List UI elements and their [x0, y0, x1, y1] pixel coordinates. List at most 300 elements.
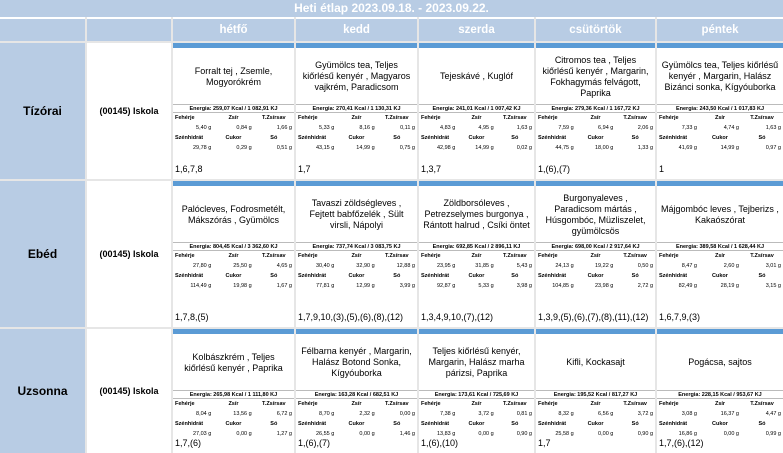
nutrition-table — [296, 104, 417, 153]
meal-label: Uzsonna — [0, 329, 85, 453]
nutrient-label: Szénhidrát — [659, 135, 688, 141]
nutrient-value: 0,00 g — [399, 411, 415, 417]
menu-cell — [173, 43, 294, 179]
nutrient-value: 2,32 g — [359, 411, 375, 417]
nutrient-label: Zsír — [351, 401, 362, 407]
energy-value: Energia: 243,50 Kcal / 1 017,83 KJ — [657, 104, 783, 113]
nutrient-value: 2,72 g — [637, 283, 654, 289]
nutrient-label: Fehérje — [421, 253, 441, 259]
allergen-codes: 1,7,8,(5) — [175, 312, 209, 322]
nutrition-labels — [657, 251, 783, 261]
nutrient-value: 7,38 g — [440, 411, 456, 417]
nutrient-label: Fehérje — [175, 253, 195, 259]
nutrient-value: 13,56 g — [233, 411, 252, 417]
nutrition-values — [536, 261, 655, 271]
menu-cell — [657, 43, 783, 179]
energy-value: Energia: 737,74 Kcal / 3 083,75 KJ — [296, 242, 417, 251]
nutrition-table — [536, 390, 655, 439]
cell-accent-bar — [657, 43, 783, 48]
nutrition-labels — [536, 133, 655, 143]
nutrient-label: Só — [631, 135, 639, 141]
nutrient-label: Zsír — [228, 401, 239, 407]
meal-label: Tízórai — [0, 43, 85, 179]
nutrient-value: 14,99 g — [475, 145, 494, 151]
nutrient-label: Só — [758, 135, 766, 141]
nutrition-labels — [536, 113, 655, 123]
nutrient-label: Fehérje — [659, 115, 679, 121]
nutrient-value: 1,63 g — [516, 125, 532, 131]
nutrient-value: 19,98 g — [233, 283, 252, 289]
nutrient-label: Cukor — [225, 273, 242, 279]
nutrient-value: 14,99 g — [356, 145, 375, 151]
nutrition-labels — [296, 133, 417, 143]
nutrition-values — [296, 143, 417, 153]
nutrition-values — [173, 261, 294, 271]
nutrient-label: Zsír — [590, 115, 601, 121]
nutrient-label: Cukor — [468, 273, 485, 279]
nutrition-labels — [536, 271, 655, 281]
energy-value: Energia: 228,15 Kcal / 953,67 KJ — [657, 390, 783, 399]
nutrient-label: Zsír — [471, 115, 482, 121]
allergen-codes: 1,(6),(7) — [298, 438, 331, 448]
nutrient-label: T.Zsírsav — [385, 253, 409, 259]
nutrient-label: Só — [758, 273, 766, 279]
nutrient-label: Zsír — [590, 253, 601, 259]
nutrient-label: Só — [393, 273, 401, 279]
nutrient-value: 8,16 g — [359, 125, 375, 131]
nutrition-labels — [419, 271, 534, 281]
nutrient-value: 28,19 g — [720, 283, 739, 289]
nutrition-values — [657, 123, 783, 133]
nutrition-table — [173, 390, 294, 439]
energy-value: Energia: 265,98 Kcal / 1 111,80 KJ — [173, 390, 294, 399]
nutrient-label: T.Zsírsav — [623, 115, 647, 121]
nutrient-label: T.Zsírsav — [262, 401, 286, 407]
dish-text: Gyümölcs tea, Teljes kiőrlésű kenyér , Margarin, Halász Bizánci sonka, Kígyóuborka — [661, 60, 779, 92]
energy-value: Energia: 389,58 Kcal / 1 628,44 KJ — [657, 242, 783, 251]
energy-value: Energia: 698,00 Kcal / 2 917,64 KJ — [536, 242, 655, 251]
nutrient-value: 26,55 g — [315, 431, 335, 437]
nutrient-label: Szénhidrát — [659, 273, 688, 279]
nutrient-value: 41,69 g — [678, 145, 697, 151]
nutrition-labels — [173, 271, 294, 281]
allergen-codes: 1,7 — [298, 164, 311, 174]
nutrient-value: 27,80 g — [192, 263, 212, 269]
nutrition-labels — [536, 251, 655, 261]
nutrition-values — [419, 123, 534, 133]
nutrition-values — [296, 261, 417, 271]
nutrition-labels — [173, 133, 294, 143]
dish-text: Tejeskávé , Kuglóf — [439, 71, 514, 81]
nutrient-value: 3,15 g — [765, 283, 781, 289]
nutrient-label: Fehérje — [175, 401, 195, 407]
allergen-codes: 1,(6),(10) — [421, 438, 459, 448]
page-title: Heti étlap 2023.09.18. - 2023.09.22. — [0, 0, 783, 17]
nutrient-label: Szénhidrát — [175, 273, 204, 279]
nutrient-value: 18,00 g — [594, 145, 614, 151]
nutrient-label: Zsír — [714, 253, 726, 259]
nutrition-labels — [296, 399, 417, 409]
nutrient-label: Szénhidrát — [175, 135, 204, 141]
nutrient-label: Fehérje — [538, 253, 558, 259]
nutrition-table — [419, 390, 534, 439]
nutrient-value: 0,02 g — [516, 145, 532, 151]
nutrition-values — [419, 143, 534, 153]
nutrient-value: 1,66 g — [276, 125, 292, 131]
nutrient-value: 3,99 g — [399, 283, 415, 289]
nutrient-label: Zsír — [351, 253, 362, 259]
nutrient-value: 16,37 g — [720, 411, 739, 417]
nutrition-values — [173, 123, 294, 133]
nutrient-value: 3,98 g — [516, 283, 532, 289]
nutrient-label: Só — [511, 135, 519, 141]
nutrient-label: Szénhidrát — [538, 421, 567, 427]
nutrient-label: Fehérje — [659, 253, 679, 259]
nutrition-table — [296, 390, 417, 439]
nutrient-label: Cukor — [348, 421, 365, 427]
nutrient-value: 5,43 g — [516, 263, 532, 269]
cell-accent-bar — [173, 43, 294, 48]
nutrient-value: 0,81 g — [516, 411, 532, 417]
menu-cell — [536, 43, 655, 179]
nutrition-values — [296, 123, 417, 133]
nutrient-label: Cukor — [712, 135, 728, 141]
nutrient-label: T.Zsírsav — [750, 253, 774, 259]
nutrient-label: Zsír — [228, 253, 239, 259]
menu-cell — [536, 329, 655, 453]
school-label: (00145) Iskola — [87, 43, 171, 179]
cell-accent-bar — [419, 181, 534, 186]
nutrient-value: 1,46 g — [399, 431, 415, 437]
energy-value: Energia: 270,41 Kcal / 1 130,31 KJ — [296, 104, 417, 113]
meal-label: Ebéd — [0, 181, 85, 327]
nutrient-label: Cukor — [587, 135, 604, 141]
nutrition-labels — [419, 399, 534, 409]
nutrition-values — [419, 409, 534, 419]
nutrition-labels — [419, 419, 534, 429]
dish-text: Félbarna kenyér , Margarin, Halász Botond Sonka, Kígyóuborka — [301, 346, 412, 378]
nutrient-value: 1,33 g — [637, 145, 654, 151]
nutrient-label: Só — [758, 421, 766, 427]
nutrition-labels — [173, 419, 294, 429]
nutrient-label: Cukor — [225, 421, 242, 427]
nutrition-values — [173, 143, 294, 153]
allergen-codes: 1,7,9,10,(3),(5),(6),(8),(12) — [298, 312, 404, 322]
cell-accent-bar — [173, 181, 294, 186]
nutrition-labels — [419, 251, 534, 261]
nutrient-label: Szénhidrát — [421, 273, 450, 279]
nutrient-label: Fehérje — [421, 401, 441, 407]
row-divider — [0, 41, 783, 43]
dish-text: Kifli, Kockasajt — [566, 357, 625, 367]
nutrient-label: Szénhidrát — [175, 421, 204, 427]
nutrition-labels — [173, 251, 294, 261]
nutrient-value: 104,85 g — [552, 283, 574, 289]
nutrition-labels — [657, 133, 783, 143]
energy-value: Energia: 259,07 Kcal / 1 082,91 KJ — [173, 104, 294, 113]
nutrient-value: 24,13 g — [555, 263, 574, 269]
nutrient-label: Só — [270, 421, 278, 427]
nutrition-values — [657, 281, 783, 291]
column-divider — [655, 17, 657, 453]
nutrient-value: 0,50 g — [637, 263, 654, 269]
nutrient-value: 25,58 g — [555, 431, 574, 437]
cell-accent-bar — [419, 43, 534, 48]
school-label: (00145) Iskola — [87, 329, 171, 453]
nutrient-label: Zsír — [471, 401, 482, 407]
nutrition-values — [536, 281, 655, 291]
nutrition-labels — [657, 271, 783, 281]
nutrient-label: Cukor — [712, 421, 728, 427]
nutrient-label: Fehérje — [421, 115, 441, 121]
nutrient-value: 2,60 g — [723, 263, 739, 269]
nutrient-label: T.Zsírsav — [750, 401, 774, 407]
dish-text: Tavaszi zöldségleves , Fejtett babfőzelék , Sült virsli, Nápolyi — [309, 198, 404, 230]
nutrient-label: Szénhidrát — [538, 273, 567, 279]
allergen-codes: 1,3,4,9,10,(7),(12) — [421, 312, 494, 322]
nutrition-table — [657, 104, 783, 153]
nutrient-value: 12,99 g — [356, 283, 375, 289]
header-blank-meal — [0, 19, 85, 41]
nutrient-label: Fehérje — [659, 401, 679, 407]
nutrient-label: T.Zsírsav — [503, 115, 527, 121]
nutrient-value: 7,33 g — [681, 125, 697, 131]
nutrition-values — [657, 143, 783, 153]
nutrition-values — [536, 143, 655, 153]
nutrient-value: 0,11 g — [400, 125, 415, 131]
menu-cell — [536, 181, 655, 327]
nutrient-label: Só — [511, 421, 519, 427]
nutrition-values — [536, 123, 655, 133]
column-divider — [417, 17, 419, 453]
menu-cell — [419, 329, 534, 453]
nutrient-value: 8,32 g — [558, 411, 574, 417]
nutrient-value: 6,72 g — [276, 411, 292, 417]
dish-text: Májgombóc leves , Tejberizs , Kakaószórat — [661, 203, 779, 225]
dish-text: Teljes kiőrlésű kenyér, Margarin, Halász marha párizsi, Paprika — [428, 346, 525, 378]
energy-value: Energia: 804,45 Kcal / 3 362,60 KJ — [173, 242, 294, 251]
header-day-4: csütörtök — [536, 19, 655, 41]
nutrition-labels — [536, 399, 655, 409]
nutrition-labels — [657, 113, 783, 123]
energy-value: Energia: 163,28 Kcal / 682,51 KJ — [296, 390, 417, 399]
nutrient-label: Zsír — [351, 115, 362, 121]
header-day-5: péntek — [657, 19, 783, 41]
nutrient-value: 8,47 g — [681, 263, 697, 269]
column-divider — [171, 17, 173, 453]
nutrition-table — [173, 242, 294, 291]
nutrition-values — [419, 261, 534, 271]
dish-text: Pogácsa, sajtos — [688, 357, 752, 367]
allergen-codes: 1,6,7,8 — [175, 164, 203, 174]
nutrient-value: 3,01 g — [765, 263, 781, 269]
energy-value: Energia: 279,36 Kcal / 1 167,72 KJ — [536, 104, 655, 113]
nutrient-value: 29,78 g — [192, 145, 212, 151]
nutrient-label: Zsír — [590, 401, 601, 407]
nutrient-value: 3,08 g — [681, 411, 697, 417]
nutrient-value: 30,40 g — [315, 263, 335, 269]
dish-text: Citromos tea , Teljes kiőrlésű kenyér , Margarin, Fokhagymás felvágott, Paprika — [542, 54, 649, 98]
nutrient-value: 42,98 g — [436, 145, 456, 151]
cell-accent-bar — [657, 181, 783, 186]
cell-accent-bar — [657, 329, 783, 334]
nutrient-label: Só — [631, 273, 639, 279]
nutrient-label: Szénhidrát — [659, 421, 688, 427]
nutrition-values — [657, 261, 783, 271]
dish-text: Zöldborsóleves , Petrezselymes burgonya , Rántott halrud , Csíki öntet — [423, 198, 530, 230]
nutrition-table — [536, 104, 655, 153]
nutrition-labels — [296, 419, 417, 429]
menu-cell — [296, 43, 417, 179]
row-divider — [0, 179, 783, 181]
nutrient-label: Fehérje — [298, 253, 318, 259]
nutrient-value: 82,49 g — [678, 283, 697, 289]
nutrition-labels — [296, 271, 417, 281]
nutrient-label: T.Zsírsav — [750, 115, 774, 121]
energy-value: Energia: 692,85 Kcal / 2 896,11 KJ — [419, 242, 534, 251]
nutrient-value: 4,83 g — [440, 125, 456, 131]
nutrient-label: Szénhidrát — [298, 135, 327, 141]
nutrient-value: 0,00 g — [478, 431, 494, 437]
nutrient-label: Zsír — [714, 115, 726, 121]
dish-text: Burgonyaleves , Paradicsom mártás , Húsgombóc, Müzliszelet, gyümölcsös — [545, 192, 646, 236]
nutrient-value: 23,98 g — [594, 283, 614, 289]
allergen-codes: 1,3,9,(5),(6),(7),(8),(11),(12) — [538, 312, 649, 322]
nutrient-label: T.Zsírsav — [262, 115, 286, 121]
nutrient-label: Só — [270, 273, 278, 279]
allergen-codes: 1,3,7 — [421, 164, 442, 174]
nutrient-label: Zsír — [471, 253, 482, 259]
energy-value: Energia: 241,01 Kcal / 1 007,42 KJ — [419, 104, 534, 113]
nutrient-label: Cukor — [348, 135, 365, 141]
menu-cell — [296, 181, 417, 327]
nutrient-label: T.Zsírsav — [623, 401, 647, 407]
nutrient-label: Szénhidrát — [298, 421, 327, 427]
nutrient-value: 1,63 g — [765, 125, 781, 131]
nutrition-table — [173, 104, 294, 153]
nutrient-value: 0,00 g — [598, 431, 614, 437]
nutrition-values — [657, 409, 783, 419]
menu-cell — [419, 181, 534, 327]
nutrient-label: Só — [631, 421, 639, 427]
allergen-codes: 1,7,(6) — [175, 438, 202, 448]
cell-accent-bar — [296, 181, 417, 186]
nutrient-value: 114,49 g — [190, 283, 212, 289]
nutrient-label: T.Zsírsav — [262, 253, 286, 259]
nutrient-value: 5,40 g — [196, 125, 212, 131]
nutrient-value: 3,72 g — [637, 411, 654, 417]
header-blank-school — [87, 19, 171, 41]
nutrient-value: 1,27 g — [276, 431, 292, 437]
nutrient-value: 0,90 g — [637, 431, 654, 437]
nutrient-label: Fehérje — [175, 115, 195, 121]
nutrient-value: 0,75 g — [399, 145, 415, 151]
menu-cell — [657, 181, 783, 327]
nutrient-value: 13,83 g — [436, 431, 456, 437]
nutrient-value: 8,70 g — [319, 411, 335, 417]
nutrient-value: 0,00 g — [359, 431, 375, 437]
nutrition-values — [419, 281, 534, 291]
nutrient-value: 4,65 g — [276, 263, 292, 269]
nutrition-values — [173, 281, 294, 291]
allergen-codes: 1,(6),(7) — [538, 164, 571, 174]
nutrient-label: T.Zsírsav — [503, 401, 527, 407]
nutrient-value: 25,50 g — [233, 263, 252, 269]
cell-accent-bar — [536, 329, 655, 334]
nutrition-values — [173, 409, 294, 419]
energy-value: Energia: 173,61 Kcal / 725,69 KJ — [419, 390, 534, 399]
nutrient-value: 43,15 g — [315, 145, 335, 151]
nutrient-label: T.Zsírsav — [503, 253, 527, 259]
menu-cell — [173, 181, 294, 327]
nutrient-value: 2,06 g — [637, 125, 654, 131]
nutrition-labels — [419, 133, 534, 143]
nutrient-value: 27,03 g — [192, 431, 212, 437]
allergen-codes: 1,7 — [538, 438, 551, 448]
allergen-codes: 1,6,7,9,(3) — [659, 312, 701, 322]
menu-cell — [419, 43, 534, 179]
nutrient-value: 0,00 g — [236, 431, 252, 437]
nutrient-label: Só — [270, 135, 278, 141]
nutrient-label: Só — [511, 273, 519, 279]
cell-accent-bar — [536, 181, 655, 186]
nutrition-labels — [173, 399, 294, 409]
nutrition-labels — [657, 399, 783, 409]
nutrition-table — [536, 242, 655, 291]
nutrient-value: 31,85 g — [475, 263, 494, 269]
menu-cell — [657, 329, 783, 453]
cell-accent-bar — [419, 329, 534, 334]
nutrient-value: 0,84 g — [236, 125, 252, 131]
nutrient-label: Cukor — [468, 135, 485, 141]
nutrient-value: 0,97 g — [765, 145, 781, 151]
cell-accent-bar — [536, 43, 655, 48]
nutrient-label: Zsír — [228, 115, 239, 121]
nutrient-value: 3,72 g — [478, 411, 494, 417]
nutrition-labels — [536, 419, 655, 429]
nutrient-value: 44,75 g — [555, 145, 574, 151]
nutrient-label: Só — [393, 421, 401, 427]
nutrient-label: Cukor — [468, 421, 485, 427]
nutrient-value: 0,00 g — [723, 431, 739, 437]
nutrient-value: 5,33 g — [319, 125, 335, 131]
nutrient-value: 0,99 g — [765, 431, 781, 437]
nutrient-value: 4,74 g — [723, 125, 739, 131]
nutrition-table — [657, 390, 783, 439]
nutrient-value: 6,94 g — [598, 125, 614, 131]
column-divider — [85, 17, 87, 453]
nutrient-label: T.Zsírsav — [385, 401, 409, 407]
column-divider — [534, 17, 536, 453]
menu-cell — [173, 329, 294, 453]
header-day-3: szerda — [419, 19, 534, 41]
nutrient-label: Cukor — [587, 273, 604, 279]
nutrition-labels — [419, 113, 534, 123]
energy-value: Energia: 195,52 Kcal / 817,27 KJ — [536, 390, 655, 399]
nutrition-table — [419, 242, 534, 291]
nutrition-table — [419, 104, 534, 153]
nutrient-label: T.Zsírsav — [385, 115, 409, 121]
nutrient-value: 92,87 g — [436, 283, 456, 289]
header-day-2: kedd — [296, 19, 417, 41]
nutrient-label: Fehérje — [298, 401, 318, 407]
nutrient-value: 8,04 g — [196, 411, 212, 417]
nutrition-values — [296, 281, 417, 291]
nutrition-values — [536, 409, 655, 419]
nutrient-value: 4,47 g — [765, 411, 781, 417]
nutrient-value: 0,29 g — [236, 145, 252, 151]
cell-accent-bar — [296, 329, 417, 334]
